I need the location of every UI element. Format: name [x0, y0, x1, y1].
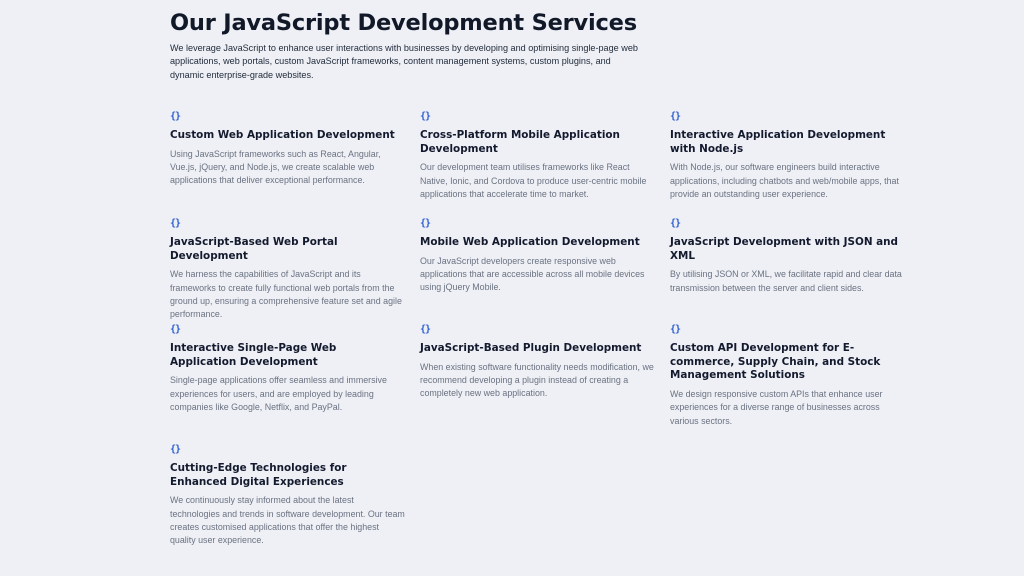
service-card	[420, 111, 656, 201]
service-title: Mobile Web Application Development	[420, 236, 640, 248]
service-description: Single-page applications offer seamless and immersive experiences for users, and are employed by leading companies like Google, Netflix, and PayPal.	[170, 375, 387, 412]
code-braces-icon: {}	[420, 324, 431, 335]
service-description: Our JavaScript developers create responsive web applications that are accessible across all mobile devices using jQuery Mobile.	[420, 255, 645, 293]
service-description: When existing software functionality needs modification, we recommend developing a plugin instead of creating a completely new web application.	[420, 361, 654, 399]
service-card	[170, 324, 406, 414]
service-card	[420, 324, 656, 401]
code-braces-icon: {}	[670, 111, 681, 122]
service-card	[170, 111, 406, 188]
code-braces-icon: {}	[170, 111, 181, 122]
service-description: Using JavaScript frameworks such as React, Angular, Vue.js, jQuery, and Node.js, we create scalable web applications that deliver exceptional performance.	[170, 148, 381, 186]
service-card	[170, 218, 406, 322]
service-description: We harness the capabilities of JavaScript and its frameworks to create fully functional web portals from the ground up, ensuring a comprehensive feature set and agile performance.	[170, 269, 402, 320]
service-title: JavaScript Development with JSON and XML	[670, 236, 898, 262]
section-intro: We leverage JavaScript to enhance user interactions with businesses by developing and optimising single-page web applications, web portals, custom JavaScript frameworks, content management systems, custom plugins, and dynamic enterprise-grade websites.	[170, 43, 638, 80]
code-braces-icon: {}	[170, 324, 181, 335]
service-card	[670, 111, 906, 201]
code-braces-icon: {}	[670, 324, 681, 335]
service-title: JavaScript-Based Web Portal Development	[170, 236, 338, 262]
service-description: We design responsive custom APIs that enhance user experiences for a diverse range of businesses across various sectors.	[670, 388, 883, 426]
code-braces-icon: {}	[420, 111, 431, 122]
service-card	[670, 218, 906, 295]
service-title: Cutting-Edge Technologies for Enhanced Digital Experiences	[170, 462, 347, 488]
service-title: Custom Web Application Development	[170, 129, 395, 141]
service-title: Custom API Development for E-commerce, Supply Chain, and Stock Management Solutions	[670, 342, 881, 382]
code-braces-icon: {}	[170, 218, 181, 229]
service-title: Interactive Single-Page Web Application Development	[170, 342, 337, 368]
section-title: Our JavaScript Development Services	[170, 10, 637, 36]
service-description: With Node.js, our software engineers build interactive applications, including chatbots and web/mobile apps, that provide an outstanding user experience.	[670, 162, 899, 199]
service-title: Cross-Platform Mobile Application Development	[420, 129, 620, 155]
service-title: Interactive Application Development with Node.js	[670, 129, 886, 155]
service-card	[170, 444, 406, 548]
code-braces-icon: {}	[670, 218, 681, 229]
code-braces-icon: {}	[170, 444, 181, 455]
service-description: We continuously stay informed about the latest technologies and trends in software development. Our team creates customised applications that offer the highest quality user experience.	[170, 495, 405, 546]
services-section	[170, 8, 930, 82]
service-title: JavaScript-Based Plugin Development	[420, 342, 642, 354]
service-card	[670, 324, 906, 428]
code-braces-icon: {}	[420, 218, 431, 229]
service-description: Our development team utilises frameworks like React Native, Ionic, and Cordova to produce user-centric mobile applications that accelerate time to market.	[420, 162, 647, 199]
service-card	[420, 218, 656, 295]
service-description: By utilising JSON or XML, we facilitate rapid and clear data transmission between the server and client sides.	[670, 269, 902, 293]
